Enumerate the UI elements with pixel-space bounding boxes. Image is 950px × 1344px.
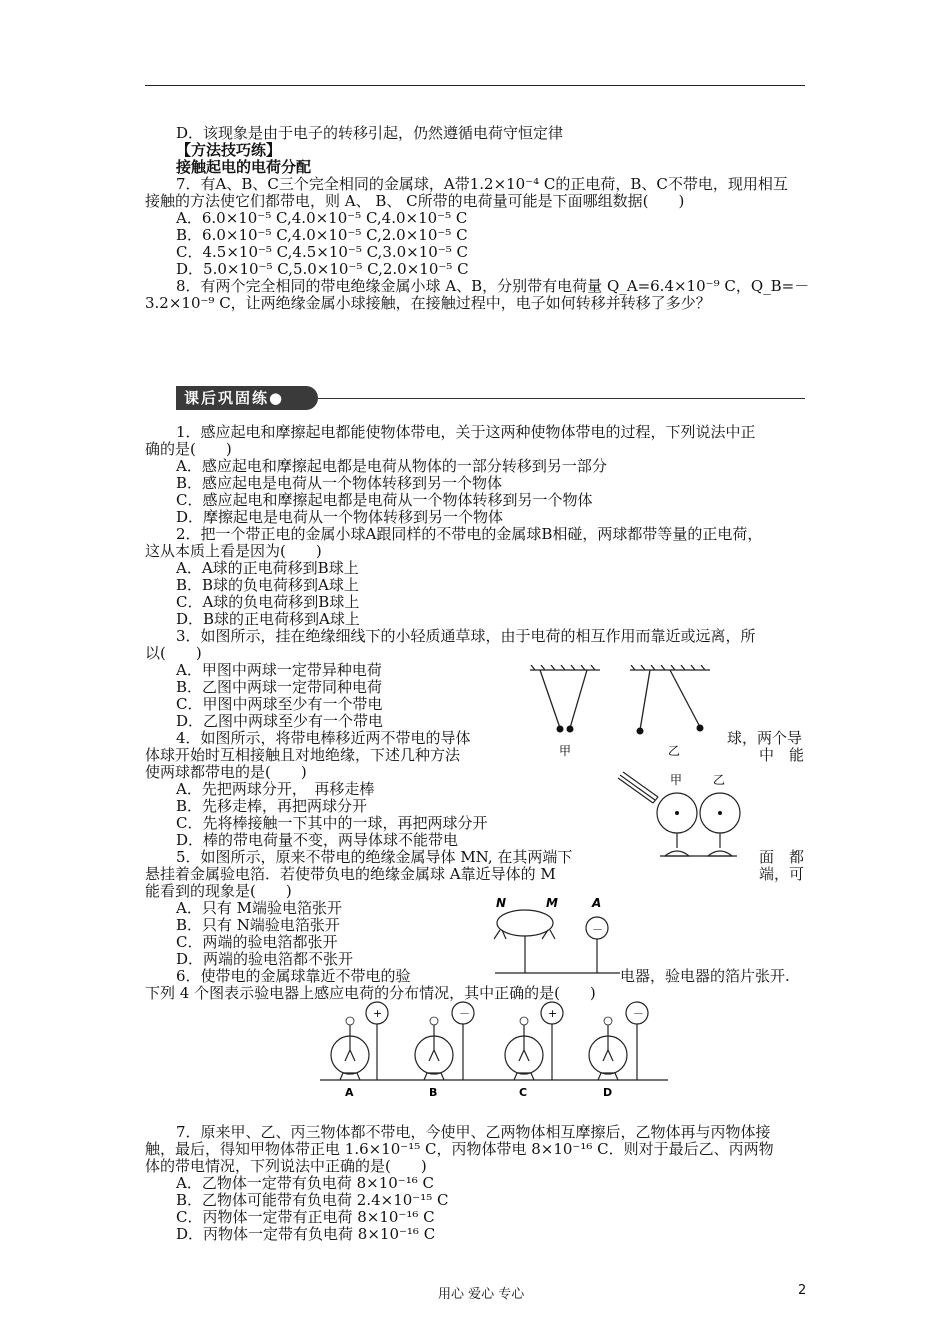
q7-top-option-b: B．6.0×10⁻⁵ C,4.0×10⁻⁵ C,2.0×10⁻⁵ C xyxy=(176,226,468,244)
figure-q6-electroscopes xyxy=(318,995,668,1103)
fig6-sign-c: + xyxy=(548,1007,558,1020)
q1-stem-2: 确的是( ) xyxy=(145,440,232,458)
fig5-label-a: A xyxy=(592,896,602,910)
q2-option-d: D．B球的正电荷移到A球上 xyxy=(176,610,360,628)
q3-stem-1: 3．如图所示，挂在绝缘细线下的小轻质通草球，由于电荷的相互作用而靠近或远离，所 xyxy=(176,627,756,645)
q2-stem-1: 2．把一个带正电的金属小球A跟同样的不带电的金属球B相碰，两球都带等量的正电荷， xyxy=(176,525,763,543)
q8-top-stem-1: 8．有两个完全相同的带电绝缘金属小球 A、B，分别带有电荷量 Q_A=6.4×10⁻⁹ C，Q_B=－ xyxy=(176,277,810,295)
header-rule xyxy=(145,85,805,86)
q6-stem-2: 下列 4 个图表示验电器上感应电荷的分布情况，其中正确的是( ) xyxy=(145,984,596,1002)
method-heading: 【方法技巧练】 xyxy=(176,141,282,159)
q1-option-b: B．感应起电是电荷从一个物体转移到另一个物体 xyxy=(176,474,503,492)
q7-option-b: B．乙物体可能带有负电荷 2.4×10⁻¹⁵ C xyxy=(176,1191,449,1209)
q5-stem-1: 5．如图所示，原来不带电的绝缘金属导体 MN, 在其两端下 xyxy=(176,848,573,866)
q3-option-a: A．甲图中两球一定带异种电荷 xyxy=(176,661,382,679)
q3-option-b: B．乙图中两球一定带同种电荷 xyxy=(176,678,383,696)
q7-top-option-c: C．4.5×10⁻⁵ C,4.5×10⁻⁵ C,3.0×10⁻⁵ C xyxy=(176,243,469,261)
figure-q5-conductor xyxy=(490,893,630,978)
banner-rule xyxy=(318,398,805,399)
q5-stem-right-1: 面 都 xyxy=(759,848,805,866)
fig6-sign-a: + xyxy=(373,1007,383,1020)
q4-stem-right-1: 球，两个导 xyxy=(727,729,803,747)
fig5-label-n: N xyxy=(496,896,507,910)
q2-option-a: A．A球的正电荷移到B球上 xyxy=(176,559,359,577)
q1-option-c: C．感应起电和摩擦起电都是电荷从一个物体转移到另一个物体 xyxy=(176,491,593,509)
q2-option-b: B．B球的负电荷移到A球上 xyxy=(176,576,359,594)
q2-option-c: C．A球的负电荷移到B球上 xyxy=(176,593,360,611)
fig6-label-d: D xyxy=(603,1086,613,1099)
fig6-sign-d: － xyxy=(633,1007,644,1020)
q4-stem-3: 使两球都带电的是( ) xyxy=(145,763,307,781)
q7-top-stem-2: 接触的方法使它们都带电，则 A、 B、 C所带的电荷量可能是下面哪组数据( ) xyxy=(145,192,685,210)
q3-option-c: C．甲图中两球至少有一个带电 xyxy=(176,695,383,713)
page-number: 2 xyxy=(798,1283,807,1298)
section-banner: 课后巩固练● xyxy=(176,386,318,410)
figure-q4-spheres xyxy=(615,770,745,865)
q7-option-d: D．丙物体一定带有负电荷 8×10⁻¹⁶ C xyxy=(176,1225,436,1243)
q1-option-a: A．感应起电和摩擦起电都是电荷从物体的一部分转移到另一部分 xyxy=(176,457,607,475)
method-subheading: 接触起电的电荷分配 xyxy=(176,158,312,176)
fig4-label-yi: 乙 xyxy=(713,773,726,787)
figure-q3-pith-balls xyxy=(525,665,720,760)
q5-option-a: A．只有 M端验电箔张开 xyxy=(176,899,342,917)
q7-top-stem-1: 7．有A、B、C三个完全相同的金属球，A带1.2×10⁻⁴ C的正电荷，B、C不带电，现用相互 xyxy=(176,175,788,193)
q2-stem-2: 这从本质上看是因为( ) xyxy=(145,542,322,560)
fig4-label-jia: 甲 xyxy=(670,773,683,787)
q4-stem-2: 体球开始时互相接触且对地绝缘，下述几种方法 xyxy=(145,746,461,764)
q5-option-b: B．只有 N端验电箔张开 xyxy=(176,916,340,934)
fig5-label-m: M xyxy=(546,896,558,910)
q5-option-d: D．两端的验电箔都不张开 xyxy=(176,950,354,968)
q5-option-c: C．两端的验电箔都张开 xyxy=(176,933,338,951)
option-d-prev: D．该现象是由于电子的转移引起，仍然遵循电荷守恒定律 xyxy=(176,124,564,142)
footer-slogan: 用心 爱心 专心 xyxy=(438,1287,525,1302)
q3-stem-2: 以( ) xyxy=(145,644,202,662)
q4-option-a: A．先把两球分开， 再移走棒 xyxy=(176,780,375,798)
q7-option-a: A．乙物体一定带有负电荷 8×10⁻¹⁶ C xyxy=(176,1174,434,1192)
q7-option-c: C．丙物体一定带有正电荷 8×10⁻¹⁶ C xyxy=(176,1208,435,1226)
q1-stem-1: 1．感应起电和摩擦起电都能使物体带电，关于这两种使物体带电的过程，下列说法中正 xyxy=(176,423,756,441)
pith-ball-icon xyxy=(557,726,564,733)
q5-stem-3: 能看到的现象是( ) xyxy=(145,882,292,900)
q6-stem-right: 电器，验电器的箔片张开. xyxy=(620,967,790,985)
q7-stem-1: 7．原来甲、乙、丙三物体都不带电，今使甲、乙两物体相互摩擦后，乙物体再与丙物体接 xyxy=(176,1123,771,1141)
q3-option-d: D．乙图中两球至少有一个带电 xyxy=(176,712,384,730)
q4-stem-right-2: 中 能 xyxy=(759,746,805,764)
q8-top-stem-2: 3.2×10⁻⁹ C，让两绝缘金属小球接触，在接触过程中，电子如何转移并转移了多少？ xyxy=(145,294,711,312)
q6-stem-1: 6．使带电的金属球靠近不带电的验 xyxy=(176,967,411,985)
q4-option-c: C．先将棒接触一下其中的一球，再把两球分开 xyxy=(176,814,488,832)
fig3-label-yi: 乙 xyxy=(668,744,681,758)
pith-ball-icon xyxy=(567,726,574,733)
fig6-label-b: B xyxy=(429,1086,438,1099)
pith-ball-icon xyxy=(697,725,704,732)
q7-top-option-d: D．5.0×10⁻⁵ C,5.0×10⁻⁵ C,2.0×10⁻⁵ C xyxy=(176,260,469,278)
q4-stem-1: 4．如图所示，将带电棒移近两不带电的导体 xyxy=(176,729,471,747)
fig6-label-c: C xyxy=(519,1086,528,1099)
q4-option-d: D．棒的带电荷量不变，两导体球不能带电 xyxy=(176,831,459,849)
fig6-sign-b: － xyxy=(459,1007,470,1020)
fig6-label-a: A xyxy=(345,1086,354,1099)
q4-option-b: B．先移走棒，再把两球分开 xyxy=(176,797,368,815)
fig5-minus-sign: － xyxy=(592,923,603,936)
pith-ball-icon xyxy=(637,728,644,735)
q7-top-option-a: A．6.0×10⁻⁵ C,4.0×10⁻⁵ C,4.0×10⁻⁵ C xyxy=(176,209,468,227)
q7-stem-2: 触，最后，得知甲物体带正电 1.6×10⁻¹⁵ C，丙物体带电 8×10⁻¹⁶ C．则对于最后乙、丙两物 xyxy=(145,1140,774,1158)
fig3-label-jia: 甲 xyxy=(559,744,572,758)
q5-stem-2: 悬挂着金属验电箔．若使带负电的绝缘金属球 A靠近导体的 M xyxy=(145,865,556,883)
q5-stem-right-2: 端，可 xyxy=(759,865,805,883)
q7-stem-3: 体的带电情况，下列说法中正确的是( ) xyxy=(145,1157,427,1175)
q1-option-d: D．摩擦起电是电荷从一个物体转移到另一个物体 xyxy=(176,508,504,526)
